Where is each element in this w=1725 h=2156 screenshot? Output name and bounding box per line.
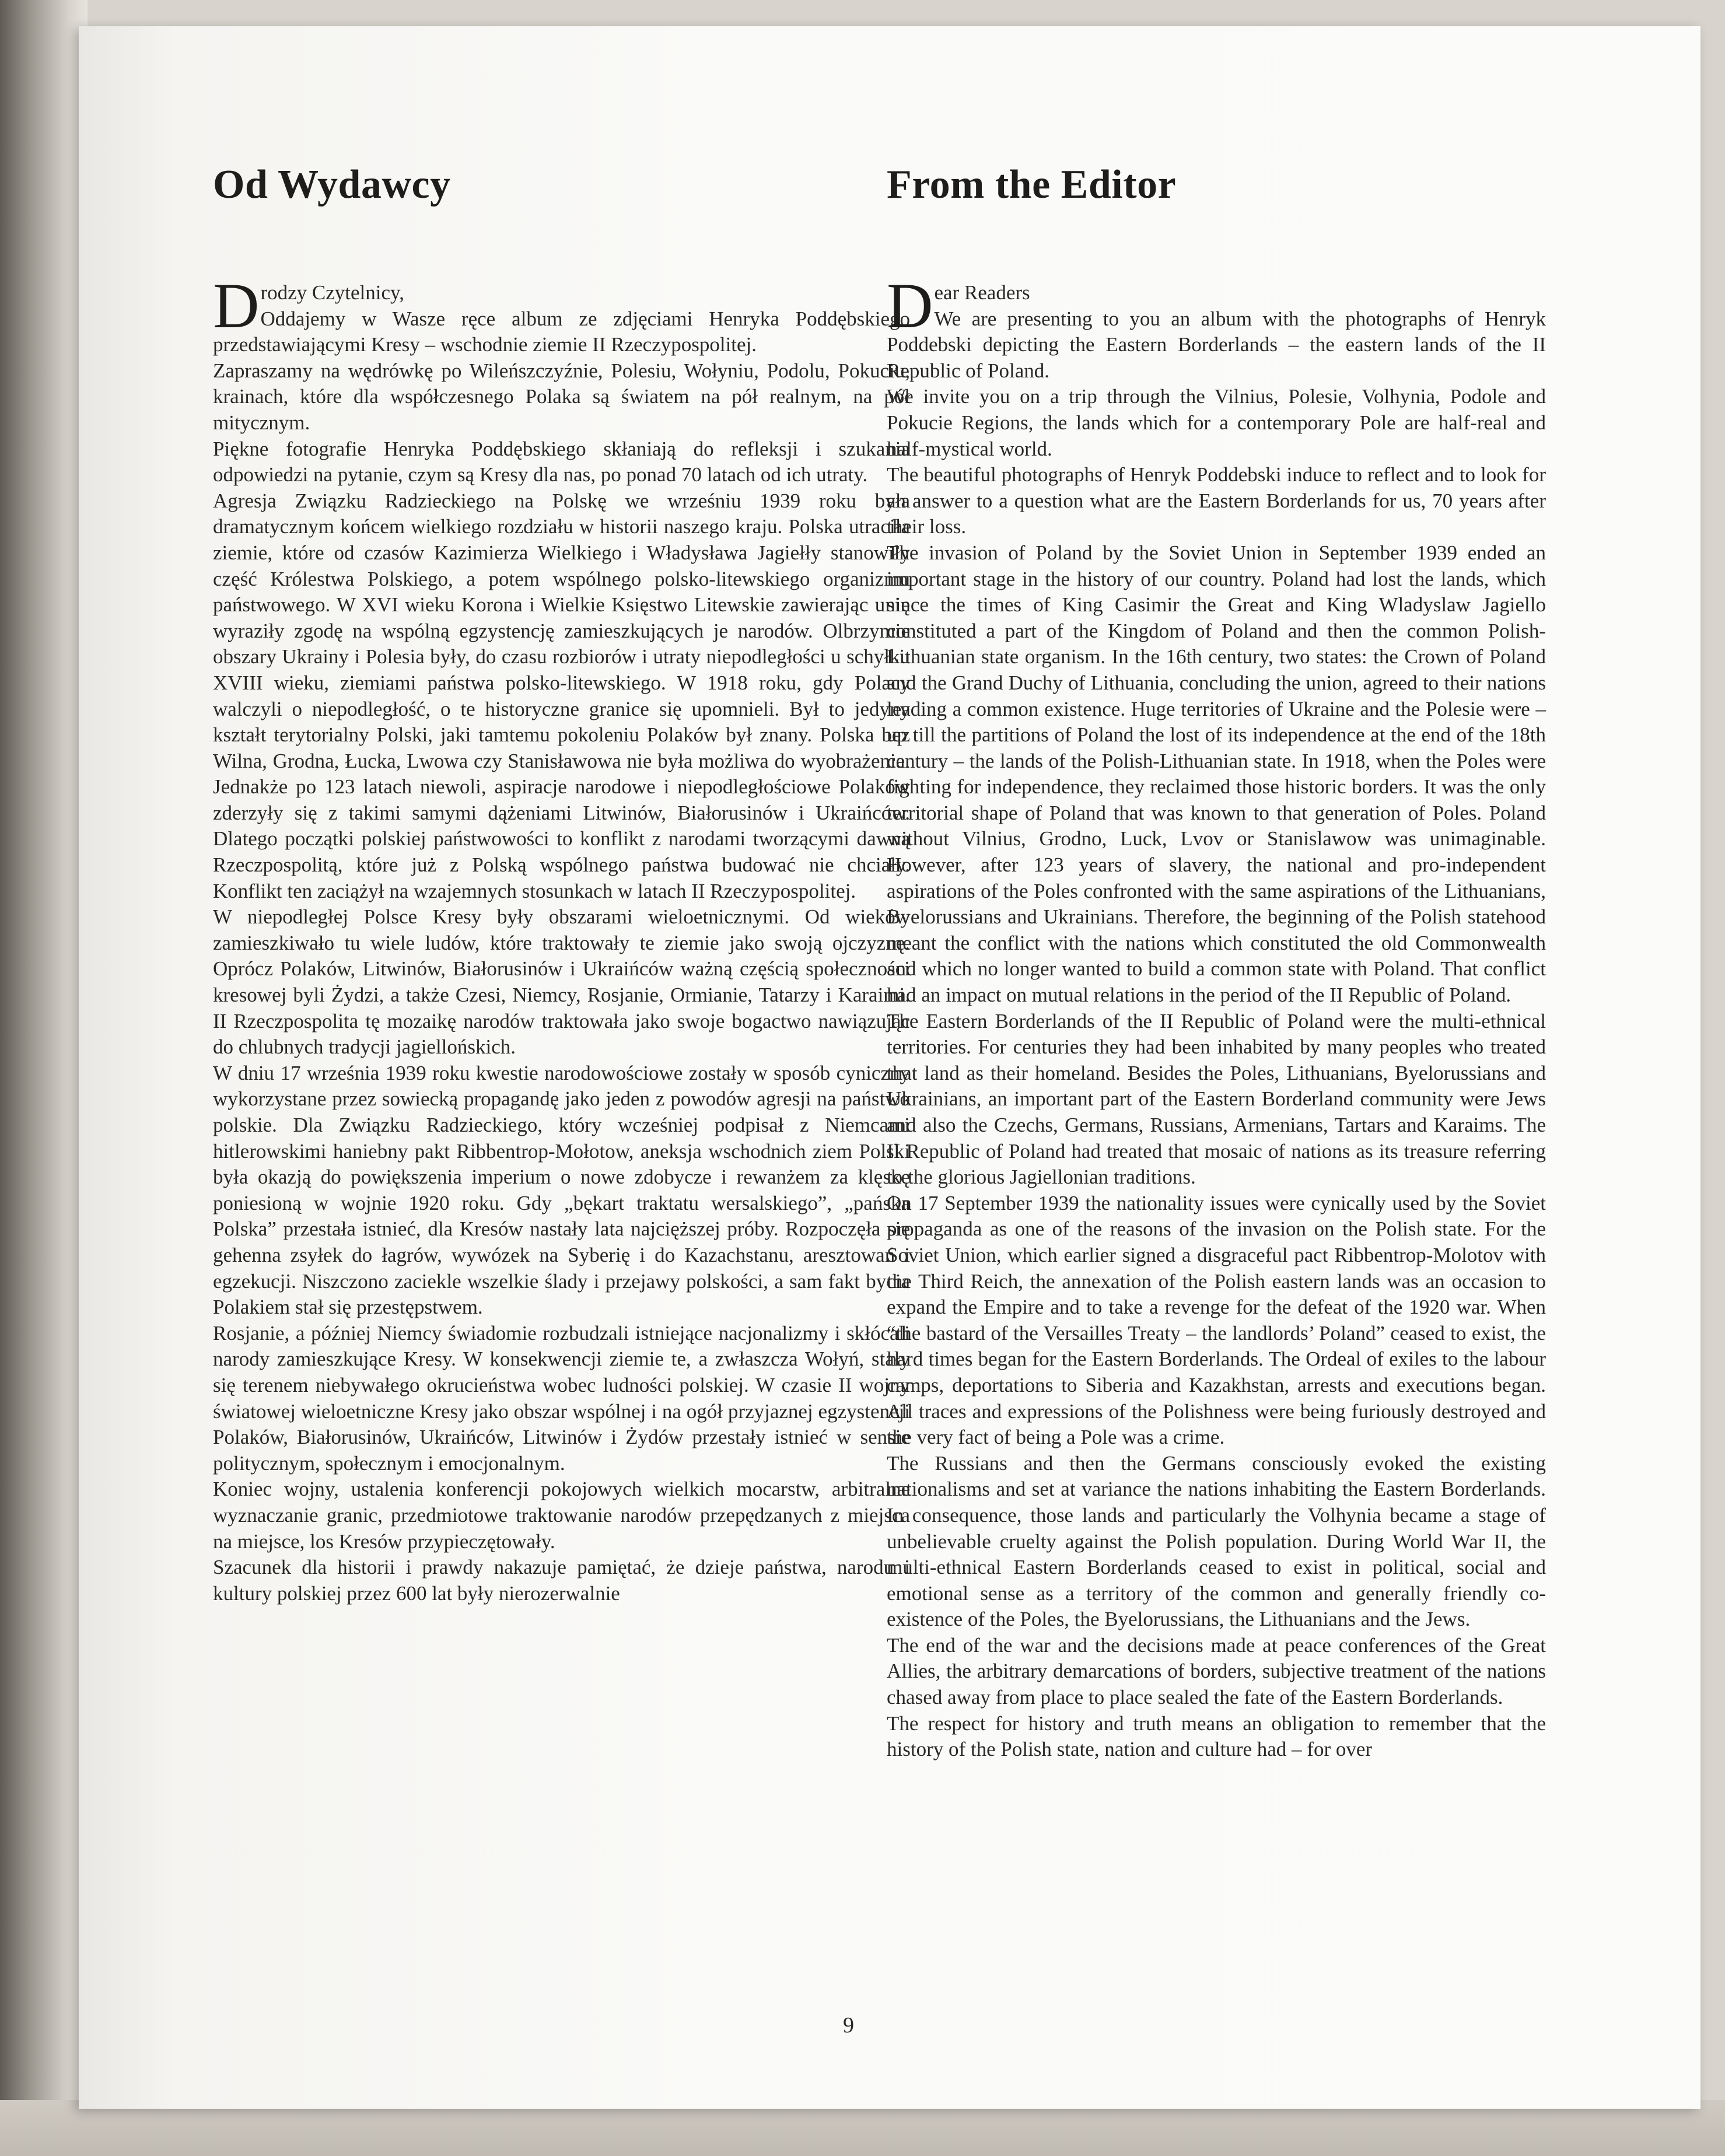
- english-salutation-line: [887, 270, 1546, 341]
- english-paragraph: The Eastern Borderlands of the II Republic of Poland were the multi-ethnical territories. For centuries they had been inhabited by many peoples who treated that land as their homeland. Besides the Poles, Lithuanians, Byelorussians and Ukrainians, an important part of the Eastern Borderland community were Jews and also the Czechs, Germans, Russians, Armenians, Tartars and Karaims. The II Republic of Poland had treated that mosaic of nations as its treasure referring to the glorious Jagiellonian traditions.: [887, 1009, 1546, 1189]
- polish-dropcap: D: [213, 270, 260, 341]
- polish-paragraph: Koniec wojny, ustalenia konferencji pokojowych wielkich mocarstw, arbitralne wyznaczanie granic, przedmiotowe traktowanie narodów przepędzanych z miejsca na miejsce, los Kresów przypieczętowały.: [213, 1478, 910, 1553]
- polish-body: [213, 270, 910, 1606]
- polish-salutation: rodzy Czytelnicy,: [260, 281, 404, 304]
- polish-paragraph: Oddajemy w Wasze ręce album ze zdjęciami Henryka Poddębskiego przedstawiającymi Kresy – wschodnie ziemie II Rzeczypospolitej.: [213, 307, 910, 356]
- polish-paragraph: W dniu 17 września 1939 roku kwestie narodowościowe zostały w sposób cyniczny wykorzystane przez sowiecką propagandę jako jeden z powodów agresji na państwo polskie. Dla Związku Radzieckiego, który wcześniej podpisał z Niemcami hitlerowskimi haniebny pakt Ribbentrop-Mołotow, aneksja wschodnich ziem Polski była okazją do powiększenia imperium o nowe zdobycze i rewanżem za klęskę poniesioną w wojnie 1920 roku. Gdy „bękart traktatu wersalskiego”, „pańska Polska” przestała istnieć, dla Kresów nastały lata najcięższej próby. Rozpoczęła się gehenna zsyłek do łagrów, wywózek na Syberię i do Kazachstanu, aresztowań i egzekucji. Niszczono zaciekle wszelkie ślady i przejawy polskości, a sam fakt bycia Polakiem stał się przestępstwem.: [213, 1061, 910, 1319]
- polish-paragraph: Szacunek dla historii i prawdy nakazuje pamiętać, że dzieje państwa, narodu i kultury polskiej przez 600 lat były nierozerwalnie: [213, 1556, 910, 1605]
- english-heading: From the Editor: [887, 162, 1177, 207]
- english-paragraph: The end of the war and the decisions made at peace conferences of the Great Allies, the arbitrary demarcations of borders, subjective treatment of the nations chased away from place to place sealed the fate of the Eastern Borderlands.: [887, 1633, 1546, 1709]
- english-body: [887, 270, 1546, 1763]
- polish-heading: Od Wydawcy: [213, 162, 451, 207]
- polish-paragraph: Zapraszamy na wędrówkę po Wileńszczyźnie, Polesiu, Wołyniu, Podolu, Pokuciu, krainach, które dla współczesnego Polaka są światem na pół realnym, na pół mitycznym.: [213, 359, 910, 434]
- book-spine-shadow: [0, 0, 88, 2156]
- polish-paragraph: Agresja Związku Radzieckiego na Polskę we wrześniu 1939 roku była dramatycznym końcem wielkiego rozdziału w historii naszego kraju. Polska utraciła ziemie, które od czasów Kazimierza Wielkiego i Władysława Jagiełły stanowiły część Królestwa Polskiego, a potem wspólnego polsko-litewskiego organizmu państwowego. W XVI wieku Korona i Wielkie Księstwo Litewskie zawierając unię wyraziły zgodę na wspólną egzystencję zamieszkujących je narodów. Olbrzymie obszary Ukrainy i Polesia były, do czasu rozbiorów i utraty niepodległości u schyłku XVIII wieku, ziemiami państwa polsko-litewskiego. W 1918 roku, gdy Polacy walczyli o niepodległość, o te historyczne granice się upomnieli. Był to jedyny kształt terytorialny Polski, jaki tamtemu pokoleniu Polaków był znany. Polska bez Wilna, Grodna, Łucka, Lwowa czy Stanisławowa nie była możliwa do wyobrażenia. Jednakże po 123 latach niewoli, aspiracje narodowe i niepodległościowe Polaków zderzyły się z takimi samymi dążeniami Litwinów, Białorusinów i Ukraińców. Dlatego początki polskiej państwowości to konflikt z narodami tworzącymi dawną Rzeczpospolitą, które już z Polską wspólnego państwa budować nie chciały. Konflikt ten zaciążył na wzajemnych stosunkach w latach II Rzeczypospolitej.: [213, 489, 910, 902]
- book-page: [79, 26, 1700, 2109]
- english-salutation: ear Readers: [934, 281, 1030, 304]
- english-paragraph: On 17 September 1939 the nationality issues were cynically used by the Soviet propaganda as one of the reasons of the invasion on the Polish state. For the Soviet Union, which earlier signed a disgraceful pact Ribbentrop-Molotov with the Third Reich, the annexation of the Polish eastern lands was an occasion to expand the Empire and to take a revenge for the defeat of the 1920 war. When “the bastard of the Versailles Treaty – the landlords’ Poland” ceased to exist, the hard times began for the Eastern Borderlands. The Ordeal of exiles to the labour camps, deportations to Siberia and Kazakhstan, arrests and executions began. All traces and expressions of the Polishness were being furiously destroyed and the very fact of being a Pole was a crime.: [887, 1191, 1546, 1449]
- page-number: 9: [843, 2013, 854, 2038]
- english-paragraph: We are presenting to you an album with the photographs of Henryk Poddebski depicting the Eastern Borderlands – the eastern lands of the II Republic of Poland.: [887, 307, 1546, 382]
- english-paragraph: We invite you on a trip through the Vilnius, Polesie, Volhynia, Podole and Pokucie Regions, the lands which for a contemporary Pole are half-real and half-mystical world.: [887, 385, 1546, 460]
- polish-paragraph: W niepodległej Polsce Kresy były obszarami wieloetnicznymi. Od wieków zamieszkiwało tu wiele ludów, które traktowały te ziemie jako swoją ojczyznę. Oprócz Polaków, Litwinów, Białorusinów i Ukraińców ważną częścią społeczności kresowej byli Żydzi, a także Czesi, Niemcy, Rosjanie, Ormianie, Tatarzy i Karaimi. II Rzeczpospolita tę mozaikę narodów traktowała jako swoje bogactwo nawiązując do chlubnych tradycji jagiellońskich.: [213, 905, 910, 1059]
- english-paragraph: The Russians and then the Germans consciously evoked the existing nationalisms and set at variance the nations inhabiting the Eastern Borderlands. In consequence, those lands and particularly the Volhynia became a stage of unbelievable cruelty against the Polish population. During World War II, the multi-ethnical Eastern Borderlands ceased to exist in political, social and emotional sense as a territory of the common and generally friendly co-existence of the Poles, the Byelorussians, the Lithuanians and the Jews.: [887, 1451, 1546, 1631]
- polish-paragraph: Piękne fotografie Henryka Poddębskiego skłaniają do refleksji i szukania odpowiedzi na pytanie, czym są Kresy dla nas, po ponad 70 latach od ich utraty.: [213, 437, 910, 487]
- polish-paragraph: Rosjanie, a później Niemcy świadomie rozbudzali istniejące nacjonalizmy i skłócali narody zamieszkujące Kresy. W konsekwencji ziemie te, a zwłaszcza Wołyń, stały się terenem niebywałego okrucieństwa wobec ludności polskiej. W czasie II wojny światowej wieloetniczne Kresy jako obszar wspólnej i na ogół przyjaznej egzystencji Polaków, Białorusinów, Ukraińców, Litwinów i Żydów przestały istnieć w sensie politycznym, społecznym i emocjonalnym.: [213, 1321, 910, 1475]
- english-paragraph: The invasion of Poland by the Soviet Union in September 1939 ended an important stage in the history of our country. Poland had lost the lands, which since the times of King Casimir the Great and King Wladyslaw Jagiello constituted a part of the Kingdom of Poland and then the common Polish-Lithuanian state organism. In the 16th century, two states: the Crown of Poland and the Grand Duchy of Lithuania, concluding the union, agreed to their nations leading a common existence. Huge territories of Ukraine and the Polesie were – up till the partitions of Poland the lost of its independence at the end of the 18th century – the lands of the Polish-Lithuanian state. In 1918, when the Poles were fighting for independence, they reclaimed those historic borders. It was the only territorial shape of Poland that was known to that generation of Poles. Poland without Vilnius, Grodno, Luck, Lvov or Stanislawow was unimaginable. However, after 123 years of slavery, the national and pro-independent aspirations of the Poles confronted with the same aspirations of the Lithuanians, Byelorussians and Ukrainians. Therefore, the beginning of the Polish statehood meant the conflict with the nations which constituted the old Commonwealth and which no longer wanted to build a common state with Poland. That conflict had an impact on mutual relations in the period of the II Republic of Poland.: [887, 541, 1546, 1007]
- english-dropcap: D: [887, 270, 933, 341]
- english-paragraph: The respect for history and truth means an obligation to remember that the history of the Polish state, nation and culture had – for over: [887, 1712, 1546, 1761]
- english-paragraph: The beautiful photographs of Henryk Poddebski induce to reflect and to look for an answer to a question what are the Eastern Borderlands for us, 70 years after their loss.: [887, 463, 1546, 538]
